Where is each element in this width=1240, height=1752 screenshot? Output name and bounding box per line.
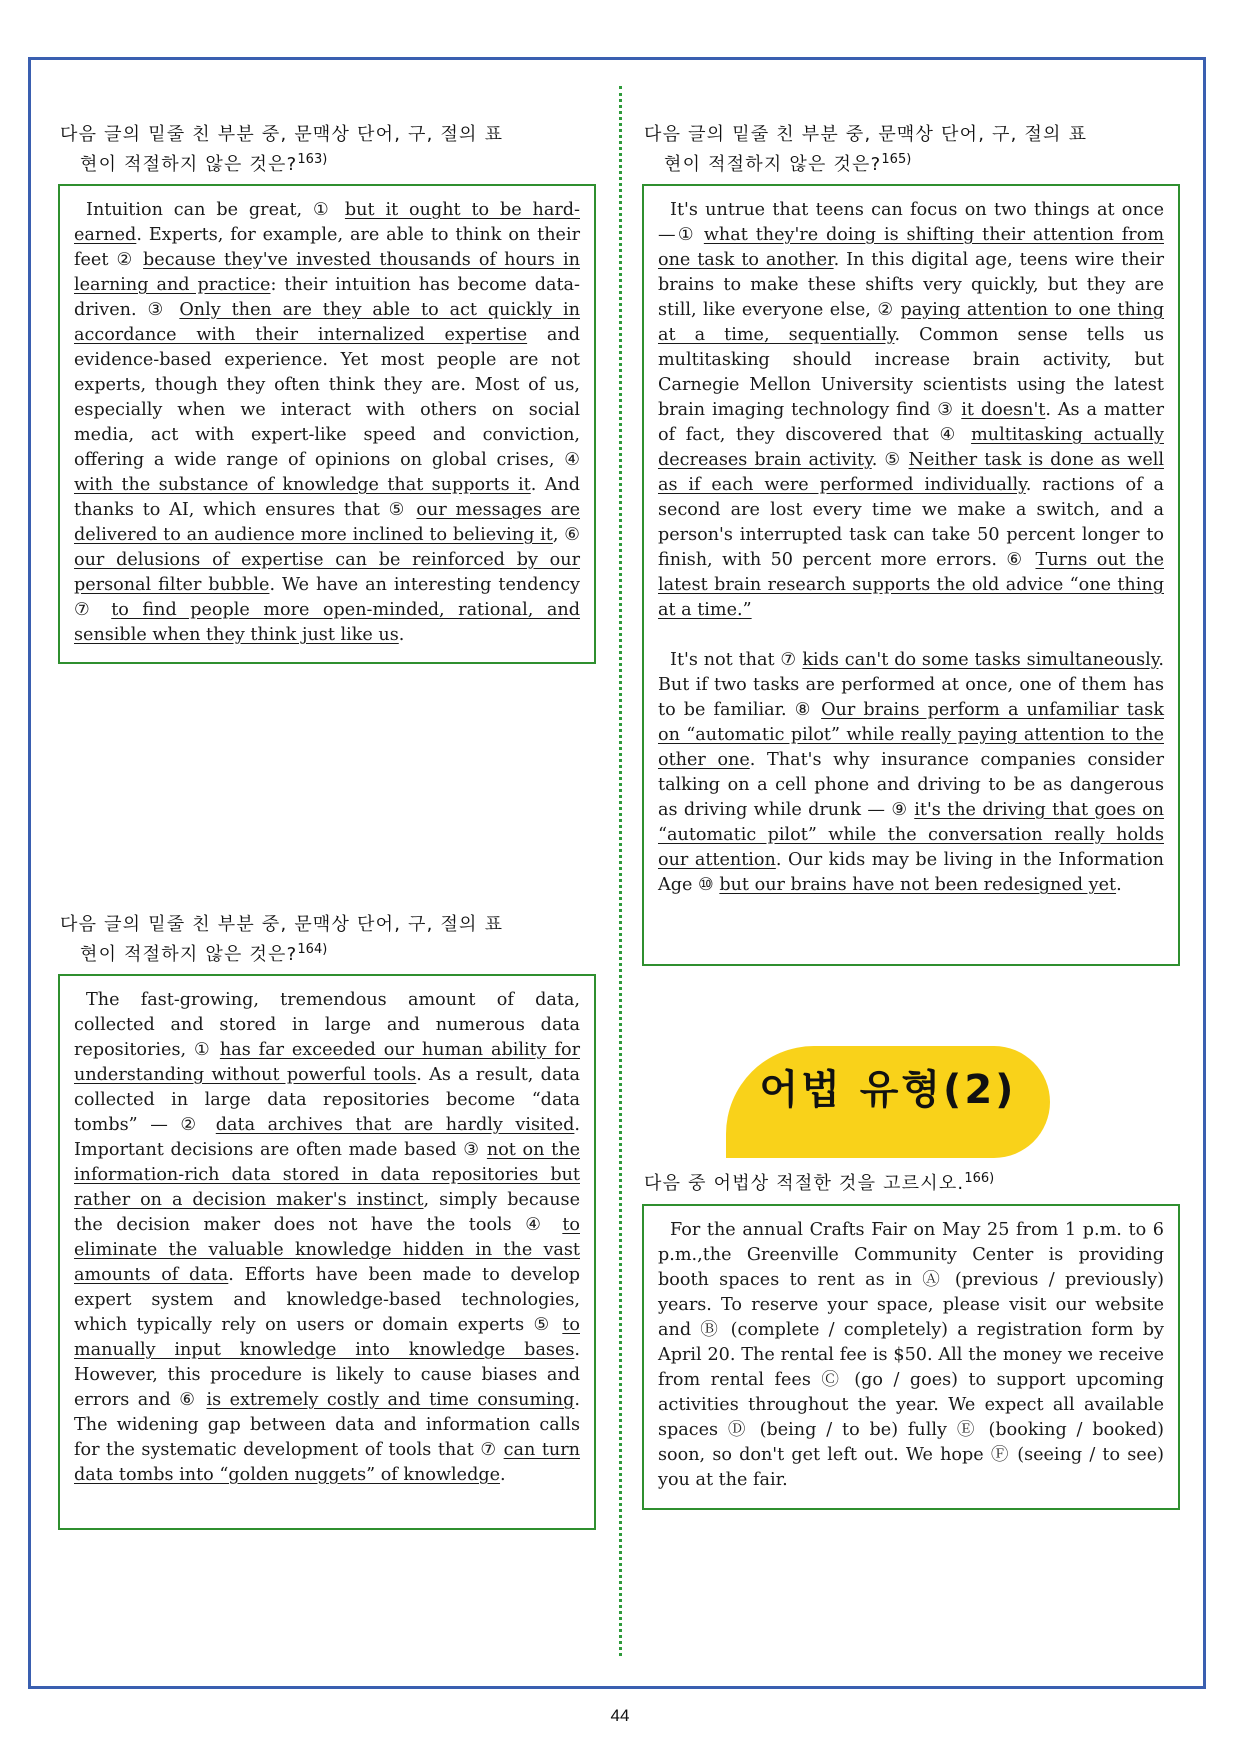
question-163-passage-box <box>58 184 596 664</box>
question-165-passage-box <box>642 184 1180 966</box>
question-prompt-line2: 현이 적절하지 않은 것은? <box>80 944 298 965</box>
underlined-phrase: Turns out the latest brain research supports the old advice “one thing at a time.” <box>658 550 1164 620</box>
underlined-phrase: not on the information-rich data stored in data repositories but rather on a decision maker's instinct <box>74 1140 580 1210</box>
passage-segment: . Efforts have been made to develop expert system and knowledge-based technologies, which typically rely on users or domain experts ⑤ <box>74 1265 580 1335</box>
question-166-prompt <box>644 1166 1184 1196</box>
passage-text <box>658 648 1164 898</box>
question-prompt-line2: 현이 적절하지 않은 것은? <box>80 154 298 175</box>
passage-segment: It's untrue that teens can focus on two things at once —① <box>658 200 1164 245</box>
underlined-phrase: it doesn't <box>961 400 1046 420</box>
column-divider <box>619 86 622 1656</box>
underlined-phrase: but our brains have not been redesigned yet <box>719 875 1117 895</box>
question-164-passage-box <box>58 974 596 1530</box>
passage-segment: . In this digital age, teens wire their brains to make these shifts very quickly, but they are still, like everyone else, ② <box>658 250 1164 320</box>
question-prompt-line1: 다음 글의 밑줄 친 부분 중, 문맥상 단어, 구, 절의 표 <box>60 914 504 935</box>
underlined-phrase: has far exceeded our human ability for understanding without powerful tools <box>74 1040 580 1085</box>
passage-segment: . And thanks to AI, which ensures that ⑤ <box>74 475 581 520</box>
passage-segment: . As a result, data collected in large data repositories become “data tombs” — ② <box>74 1065 580 1135</box>
passage-segment: The fast-growing, tremendous amount of data, collected and stored in large and numerous data repositories, ① <box>74 990 580 1060</box>
passage-segment: . We have an interesting tendency ⑦ <box>74 575 580 620</box>
passage-text <box>74 988 580 1488</box>
passage-segment: . <box>398 625 405 645</box>
underlined-phrase: what they're doing is shifting their attention from one task to another <box>658 225 1164 270</box>
passage-segment: . <box>500 1465 506 1485</box>
question-164-prompt <box>60 912 600 967</box>
underlined-phrase: kids can't do some tasks simultaneously <box>802 650 1159 670</box>
underlined-phrase: our delusions of expertise can be reinforced by our personal filter bubble <box>74 550 580 595</box>
underlined-phrase: to manually input knowledge into knowledge bases <box>74 1315 580 1360</box>
underlined-phrase: but it ought to be hard-earned <box>74 200 580 245</box>
question-165-prompt <box>644 122 1184 177</box>
underlined-phrase: Neither task is done as well as if each were performed individually <box>658 450 1164 495</box>
underlined-phrase: multitasking actually decreases brain activity <box>658 425 1164 470</box>
passage-segment: It's not that ⑦ <box>670 650 803 670</box>
underlined-phrase: data archives that are hardly visited <box>215 1115 575 1135</box>
passage-segment: : their intuition has become data-driven. ③ <box>74 275 580 320</box>
passage-segment: . Important decisions are often made based ③ <box>74 1115 580 1160</box>
passage-segment: Intuition can be great, ① <box>86 200 345 220</box>
question-prompt-line1: 다음 글의 밑줄 친 부분 중, 문맥상 단어, 구, 절의 표 <box>644 124 1088 145</box>
passage-text <box>658 1218 1164 1493</box>
underlined-phrase: to eliminate the valuable knowledge hidden in the vast amounts of data <box>74 1215 580 1285</box>
question-166-passage-box <box>642 1204 1180 1510</box>
passage-segment: . Common sense tells us multitasking should increase brain activity, but Carnegie Mellon University scientists using the latest brain imaging technology find ③ <box>658 325 1164 420</box>
underlined-phrase: because they've invested thousands of hours in learning and practice <box>74 250 580 295</box>
underlined-phrase: paying attention to one thing at a time, sequentially <box>658 300 1165 345</box>
passage-segment: . That's why insurance companies consider talking on a cell phone and driving to be as dangerous as driving while drunk — ⑨ <box>658 750 1164 820</box>
underlined-phrase: Our brains perform a unfamiliar task on “automatic pilot” while really paying attention to the other one <box>658 700 1164 770</box>
footnote-marker: 165) <box>881 152 912 167</box>
question-prompt-line1: 다음 글의 밑줄 친 부분 중, 문맥상 단어, 구, 절의 표 <box>60 124 504 145</box>
passage-text <box>658 198 1164 623</box>
passage-segment: . But if two tasks are performed at once, one of them has to be familiar. ⑧ <box>658 650 1164 720</box>
page-number: 44 <box>610 1706 630 1725</box>
question-163-prompt <box>60 122 600 177</box>
passage-segment: , simply because the decision maker does not have the tools ④ <box>74 1190 580 1235</box>
passage-segment: . As a matter of fact, they discovered that ④ <box>658 400 1164 445</box>
underlined-phrase: Only then are they able to act quickly in accordance with their internalized expertise <box>74 300 580 345</box>
passage-segment: . ⑤ <box>871 450 909 470</box>
underlined-phrase: with the substance of knowledge that supports it <box>74 475 531 495</box>
underlined-phrase: is extremely costly and time consuming <box>206 1390 575 1410</box>
underlined-phrase: it's the driving that goes on “automatic pilot” while the conversation really holds our attention <box>658 800 1165 870</box>
underlined-phrase: can turn data tombs into “golden nuggets” of knowledge <box>74 1440 580 1485</box>
passage-text <box>74 198 580 648</box>
passage-segment: , ⑥ <box>552 525 580 545</box>
question-prompt: 다음 중 어법상 적절한 것을 고르시오. <box>644 1173 965 1194</box>
section-title: 어법 유형(2) <box>759 1067 1017 1113</box>
passage-segment: and evidence-based experience. Yet most people are not experts, though they often think they are. Most of us, especially when we interact with others on social media, act with expert-like speed and conviction, offering a wide range of opinions on global crises, ④ <box>74 325 580 470</box>
underlined-phrase: to find people more open-minded, rational, and sensible when they think just like us <box>74 600 580 645</box>
underlined-phrase: our messages are delivered to an audience more inclined to believing it <box>74 500 580 545</box>
passage-segment: . ractions of a second are lost every time we make a switch, and a person's interrupted task can take 50 percent longer to finish, with 50 percent more errors. ⑥ <box>658 475 1164 570</box>
passage-segment: . Our kids may be living in the Information Age ⑩ <box>658 850 1164 895</box>
passage-segment: For the annual Crafts Fair on May 25 from 1 p.m. to 6 p.m.,the Greenville Community Center is providing booth spaces to rent as in Ⓐ (previous / previously) years. To reserve your space, please visit our website and Ⓑ (complete / completely) a registration form by April 20. The rental fee is $50. All the money we receive from rental fees Ⓒ (go / goes) to support upcoming activities throughout the year. We expect all available spaces Ⓓ (being / to be) fully Ⓔ (booking / booked) soon, so don't get left out. We hope Ⓕ (seeing / to see) you at the fair. <box>658 1220 1164 1490</box>
footnote-marker: 164) <box>297 942 328 957</box>
question-prompt-line2: 현이 적절하지 않은 것은? <box>664 154 882 175</box>
passage-segment: . <box>1116 875 1122 895</box>
passage-segment: . The widening gap between data and information calls for the systematic development of tools that ⑦ <box>74 1390 580 1460</box>
footnote-marker: 166) <box>964 1171 995 1186</box>
footnote-marker: 163) <box>297 152 328 167</box>
passage-segment: . However, this procedure is likely to cause biases and errors and ⑥ <box>74 1340 580 1410</box>
passage-segment: . Experts, for example, are able to think on their feet ② <box>74 225 580 270</box>
